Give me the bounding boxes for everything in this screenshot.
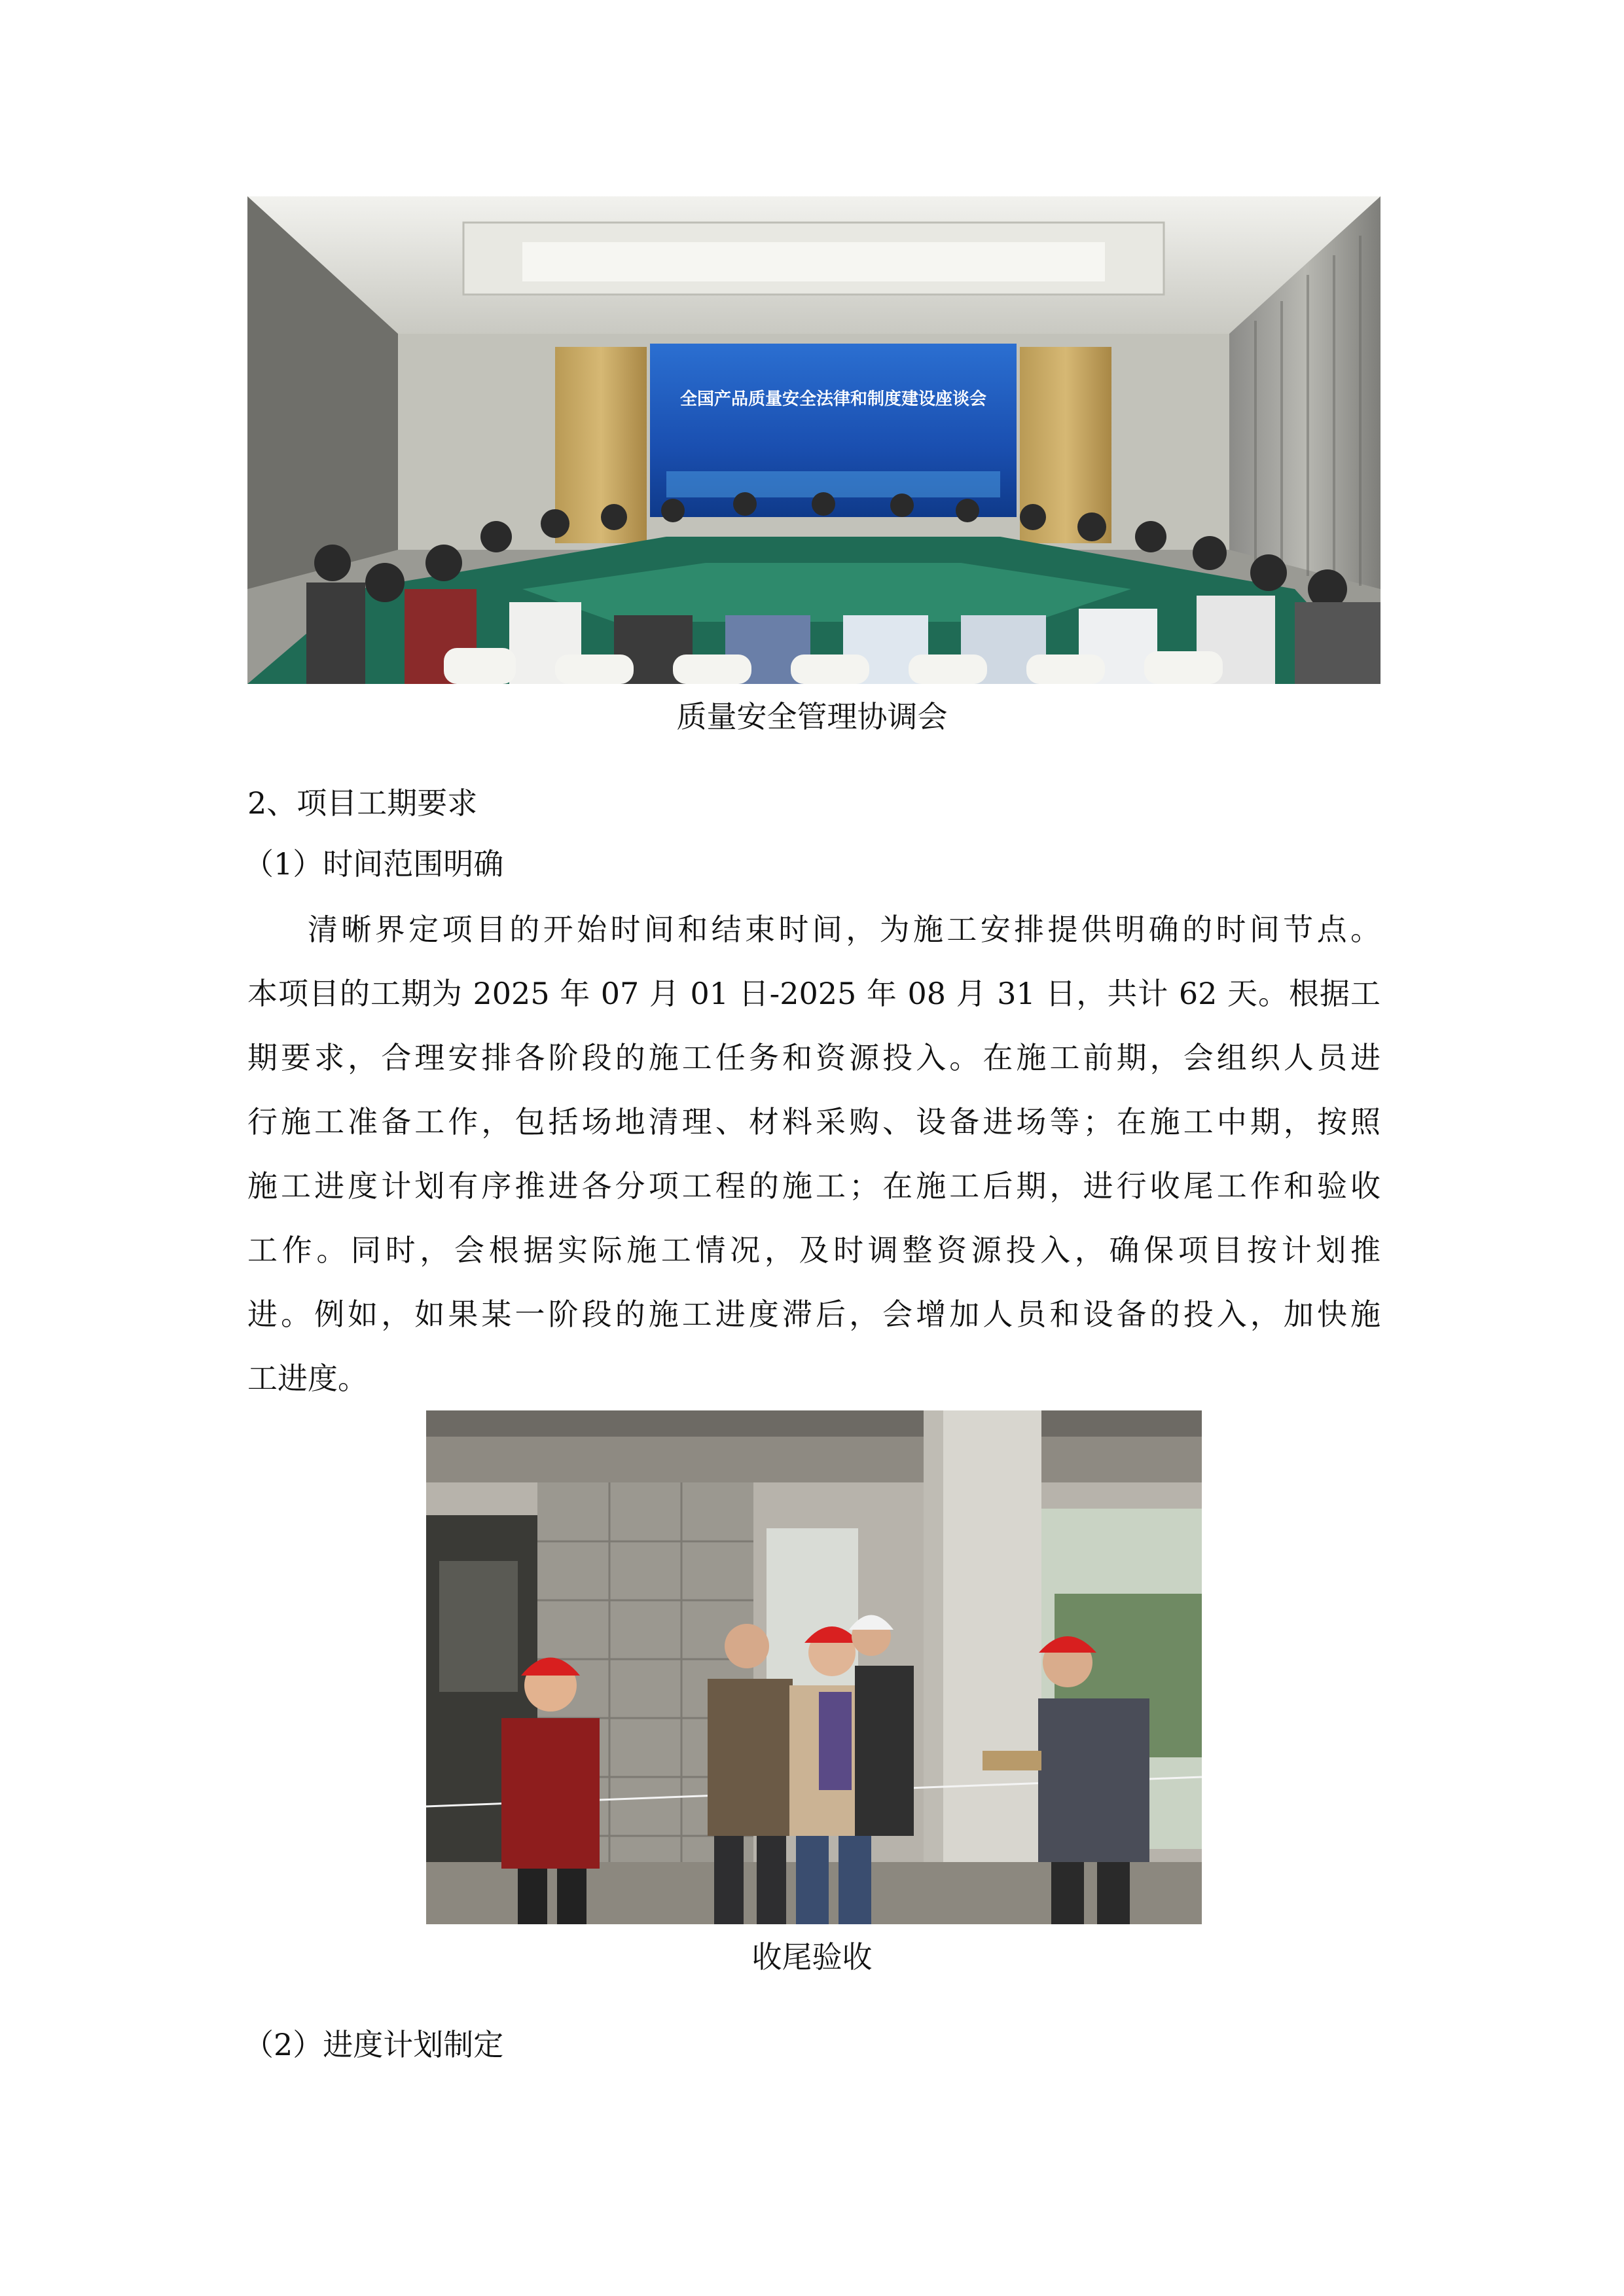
subsection-heading-time-range: （1）时间范围明确 bbox=[244, 846, 504, 882]
section-heading: 2、项目工期要求 bbox=[247, 785, 478, 821]
subsection-heading-schedule-plan: （2）进度计划制定 bbox=[244, 2027, 504, 2062]
paragraph-line: 施工进度计划有序推进各分项工程的施工；在施工后期，进行收尾工作和验收 bbox=[247, 1168, 1380, 1204]
paragraph-line: 本项目的工期为 2025 年 07 月 01 日-2025 年 08 月 31 日，共计 62 天。根据工 bbox=[247, 976, 1380, 1011]
figure-caption-meeting: 质量安全管理协调会 bbox=[676, 699, 948, 734]
paragraph-line: 进。例如，如果某一阶段的施工进度滞后，会增加人员和设备的投入，加快施 bbox=[247, 1297, 1380, 1332]
paragraph-line: 工作。同时，会根据实际施工情况，及时调整资源投入，确保项目按计划推 bbox=[247, 1232, 1380, 1268]
paragraph-line: 清晰界定项目的开始时间和结束时间，为施工安排提供明确的时间节点。 bbox=[308, 912, 1380, 947]
paragraph-line: 工进度。 bbox=[247, 1361, 368, 1396]
inspection-photo bbox=[426, 1410, 1202, 1924]
banner-text: 全国产品质量安全法律和制度建设座谈会 bbox=[679, 389, 987, 409]
meeting-photo bbox=[247, 196, 1380, 684]
paragraph-line: 行施工准备工作，包括场地清理、材料采购、设备进场等；在施工中期，按照 bbox=[247, 1104, 1380, 1139]
paragraph-line: 期要求，合理安排各阶段的施工任务和资源投入。在施工前期，会组织人员进 bbox=[247, 1040, 1380, 1075]
figure-caption-inspection: 收尾验收 bbox=[751, 1939, 873, 1975]
